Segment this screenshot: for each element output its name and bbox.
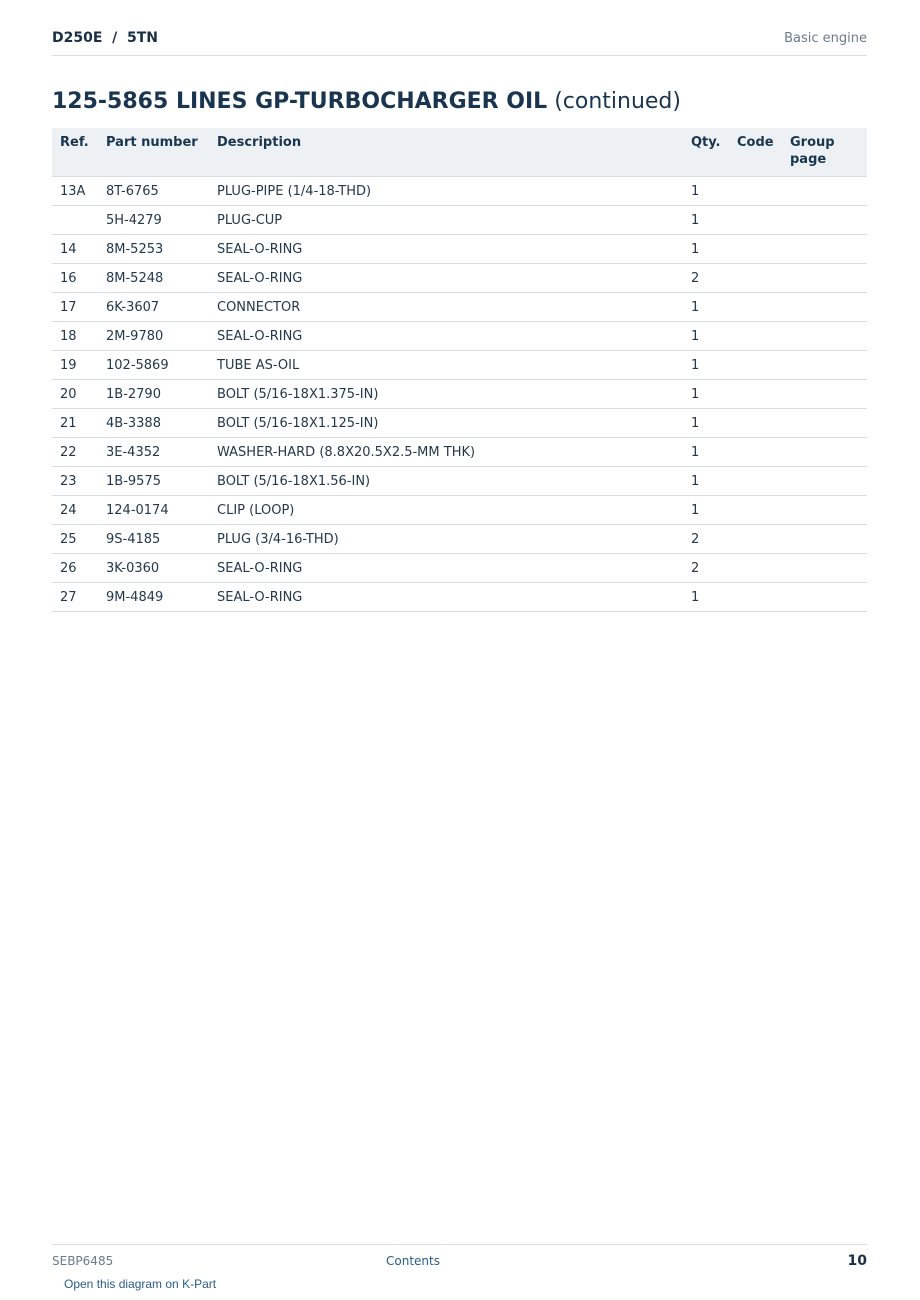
table-row <box>52 380 867 409</box>
cell-ref: 21 <box>52 409 98 438</box>
cell-part-number: 8T-6765 <box>98 177 209 206</box>
cell-ref: 16 <box>52 264 98 293</box>
page-footer <box>52 1244 867 1275</box>
cell-group-page <box>782 380 867 409</box>
table-row <box>52 206 867 235</box>
cell-description: PLUG-CUP <box>209 206 683 235</box>
cell-group-page <box>782 351 867 380</box>
cell-ref: 17 <box>52 293 98 322</box>
cell-code <box>729 525 782 554</box>
contents-link[interactable]: Contents <box>386 1254 440 1268</box>
cell-qty: 1 <box>683 293 729 322</box>
cell-qty: 1 <box>683 496 729 525</box>
cell-ref: 27 <box>52 583 98 612</box>
cell-part-number: 4B-3388 <box>98 409 209 438</box>
table-row <box>52 235 867 264</box>
cell-ref <box>52 206 98 235</box>
cell-qty: 1 <box>683 322 729 351</box>
cell-qty: 2 <box>683 525 729 554</box>
cell-qty: 2 <box>683 554 729 583</box>
cell-description: SEAL-O-RING <box>209 235 683 264</box>
cell-part-number: 5H-4279 <box>98 206 209 235</box>
cell-group-page <box>782 583 867 612</box>
cell-part-number: 8M-5248 <box>98 264 209 293</box>
cell-description: WASHER-HARD (8.8X20.5X2.5-MM THK) <box>209 438 683 467</box>
table-row <box>52 496 867 525</box>
cell-qty: 1 <box>683 380 729 409</box>
cell-description: BOLT (5/16-18X1.56-IN) <box>209 467 683 496</box>
cell-group-page <box>782 496 867 525</box>
cell-group-page <box>782 409 867 438</box>
cell-ref: 22 <box>52 438 98 467</box>
cell-part-number: 102-5869 <box>98 351 209 380</box>
cell-ref: 19 <box>52 351 98 380</box>
cell-part-number: 9S-4185 <box>98 525 209 554</box>
column-header-ref: Ref. <box>52 128 98 177</box>
cell-group-page <box>782 322 867 351</box>
cell-qty: 1 <box>683 235 729 264</box>
table-row <box>52 177 867 206</box>
cell-description: PLUG (3/4-16-THD) <box>209 525 683 554</box>
cell-description: CLIP (LOOP) <box>209 496 683 525</box>
cell-part-number: 3K-0360 <box>98 554 209 583</box>
cell-description: SEAL-O-RING <box>209 264 683 293</box>
table-row <box>52 409 867 438</box>
cell-code <box>729 235 782 264</box>
cell-code <box>729 264 782 293</box>
cell-qty: 1 <box>683 438 729 467</box>
table-row <box>52 467 867 496</box>
title-continued-suffix: (continued) <box>554 89 681 114</box>
column-header-qty: Qty. <box>683 128 729 177</box>
cell-ref: 24 <box>52 496 98 525</box>
cell-qty: 1 <box>683 467 729 496</box>
table-row <box>52 438 867 467</box>
cell-code <box>729 467 782 496</box>
cell-description: SEAL-O-RING <box>209 322 683 351</box>
page-title <box>52 89 681 114</box>
cell-ref: 26 <box>52 554 98 583</box>
column-header-description: Description <box>209 128 683 177</box>
cell-ref: 23 <box>52 467 98 496</box>
cell-description: TUBE AS-OIL <box>209 351 683 380</box>
column-header-code: Code <box>729 128 782 177</box>
cell-qty: 1 <box>683 409 729 438</box>
cell-group-page <box>782 525 867 554</box>
cell-ref: 20 <box>52 380 98 409</box>
cell-part-number: 124-0174 <box>98 496 209 525</box>
table-row <box>52 351 867 380</box>
table-row <box>52 322 867 351</box>
cell-qty: 1 <box>683 206 729 235</box>
page-number: 10 <box>847 1253 867 1269</box>
cell-part-number: 8M-5253 <box>98 235 209 264</box>
cell-part-number: 6K-3607 <box>98 293 209 322</box>
parts-table-header <box>52 128 867 177</box>
cell-qty: 2 <box>683 264 729 293</box>
column-header-part-number: Part number <box>98 128 209 177</box>
table-row <box>52 264 867 293</box>
cell-code <box>729 554 782 583</box>
cell-group-page <box>782 554 867 583</box>
cell-part-number: 3E-4352 <box>98 438 209 467</box>
cell-description: SEAL-O-RING <box>209 583 683 612</box>
cell-code <box>729 380 782 409</box>
cell-group-page <box>782 438 867 467</box>
cell-part-number: 1B-9575 <box>98 467 209 496</box>
cell-description: PLUG-PIPE (1/4-18-THD) <box>209 177 683 206</box>
table-row <box>52 525 867 554</box>
cell-part-number: 2M-9780 <box>98 322 209 351</box>
cell-group-page <box>782 235 867 264</box>
cell-group-page <box>782 264 867 293</box>
cell-code <box>729 438 782 467</box>
cell-group-page <box>782 467 867 496</box>
title-group-name: 125-5865 LINES GP-TURBOCHARGER OIL <box>52 89 548 114</box>
cell-code <box>729 322 782 351</box>
cell-ref: 14 <box>52 235 98 264</box>
cell-description: BOLT (5/16-18X1.125-IN) <box>209 409 683 438</box>
cell-code <box>729 177 782 206</box>
cell-group-page <box>782 206 867 235</box>
section-name: Basic engine <box>784 31 867 46</box>
column-header-group-page: Group page <box>782 128 867 177</box>
cell-code <box>729 583 782 612</box>
document-id: SEBP6485 <box>52 1254 114 1268</box>
model-serial-label: D250E / 5TN <box>52 30 159 46</box>
cell-part-number: 9M-4849 <box>98 583 209 612</box>
cell-description: SEAL-O-RING <box>209 554 683 583</box>
page-header <box>52 28 867 56</box>
parts-table <box>52 128 867 612</box>
cell-code <box>729 496 782 525</box>
cell-ref: 13A <box>52 177 98 206</box>
cell-description: CONNECTOR <box>209 293 683 322</box>
table-row <box>52 293 867 322</box>
cell-code <box>729 206 782 235</box>
cell-ref: 18 <box>52 322 98 351</box>
cell-group-page <box>782 177 867 206</box>
cell-code <box>729 409 782 438</box>
cell-description: BOLT (5/16-18X1.375-IN) <box>209 380 683 409</box>
header-row <box>52 128 867 177</box>
cell-qty: 1 <box>683 351 729 380</box>
parts-table-body <box>52 177 867 612</box>
cell-part-number: 1B-2790 <box>98 380 209 409</box>
cell-group-page <box>782 293 867 322</box>
cell-qty: 1 <box>683 583 729 612</box>
open-diagram-kpart-link[interactable]: Open this diagram on K-Part <box>64 1277 217 1291</box>
cell-code <box>729 293 782 322</box>
cell-ref: 25 <box>52 525 98 554</box>
table-row <box>52 554 867 583</box>
table-row <box>52 583 867 612</box>
cell-qty: 1 <box>683 177 729 206</box>
cell-code <box>729 351 782 380</box>
